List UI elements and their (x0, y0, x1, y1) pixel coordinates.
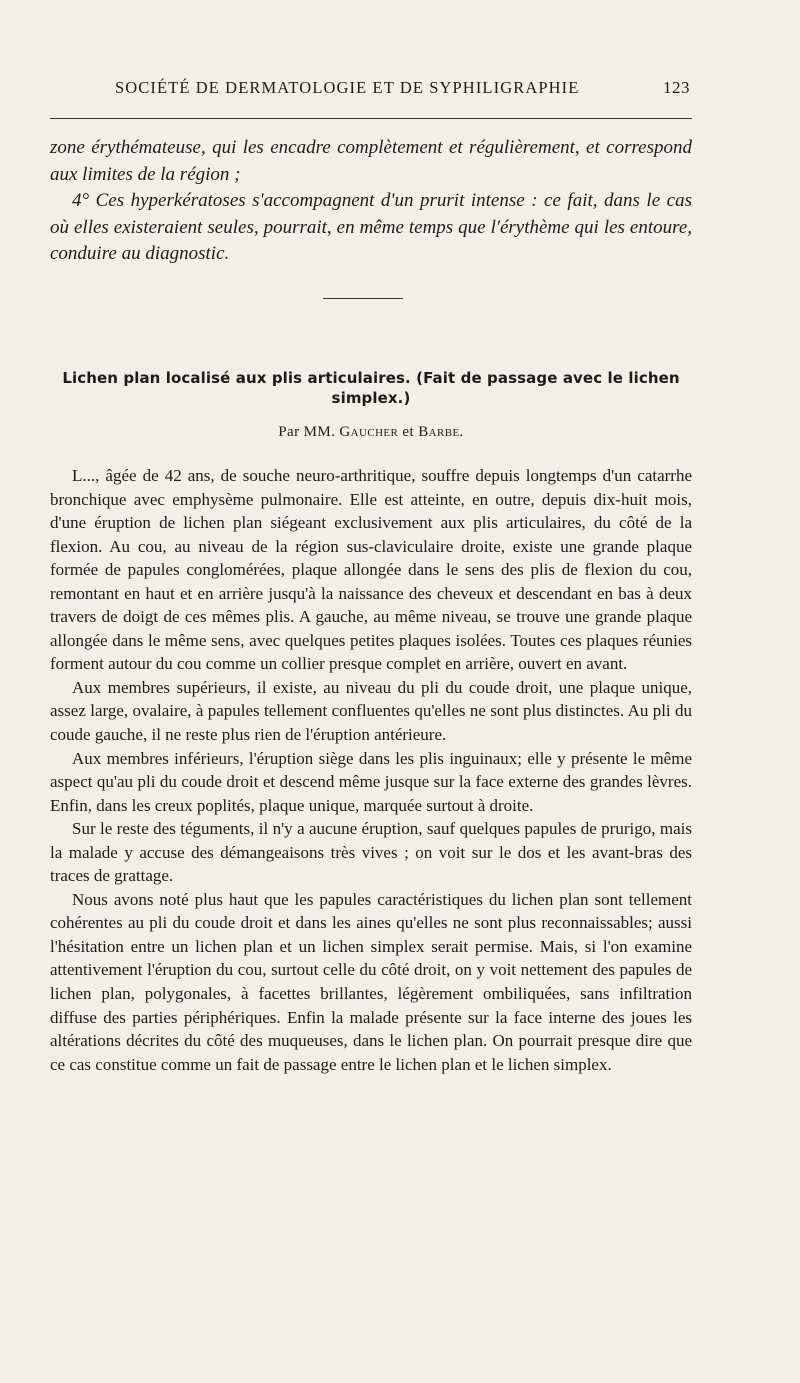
article-body (50, 464, 692, 1076)
body-paragraph: Nous avons noté plus haut que les papules caractéristiques du lichen plan sont tellement cohérentes au pli du coude droit et dans les aines qu'elles ne sont plus reconnaissables; aussi l'hésitation entre un lichen plan et un lichen simplex serait permise. Mais, si l'on examine attentivement l'éruption du cou, surtout celle du côté droit, on y voit nettement des papules de lichen plan, polygonales, à facettes brillantes, légèrement ombiliquées, sans infiltration diffuse des parties périphériques. Enfin la malade présente sur la face interne des joues les altérations décrites du côté des muqueuses, dans le lichen plan. On pourrait presque dire que ce cas constitue comme un fait de passage entre le lichen plan et le lichen simplex. (50, 889, 692, 1074)
body-paragraph: Sur le reste des téguments, il n'y a aucune éruption, sauf quelques papules de prurigo, mais la malade y accuse des démangeaisons très vives ; on voit sur le dos et les avant-bras des traces de grattage. (50, 819, 692, 886)
previous-paragraph: 4° Ces hyperkératoses s'accompagnent d'un prurit intense : ce fait, dans le cas où elles existeraient seules, pourrait, en même temps que l'érythème qui les entoure, conduire au diagnostic. (50, 190, 692, 264)
article-title: Lichen plan localisé aux plis articulaires. (Fait de passage avec le lichen simplex.) (62, 369, 680, 407)
byline-joiner: et (402, 424, 415, 440)
previous-paragraph: zone érythémateuse, qui les encadre complètement et régulièrement, et correspond aux limites de la région ; (50, 137, 692, 185)
section-separator (323, 298, 403, 299)
running-title: SOCIÉTÉ DE DERMATOLOGIE ET DE SYPHILIGRAPHIE (115, 78, 580, 97)
header-rule (50, 118, 692, 119)
author-name: Gaucher (339, 424, 399, 440)
byline-prefix: Par MM. (278, 424, 336, 440)
body-paragraph: Aux membres supérieurs, il existe, au niveau du pli du coude droit, une plaque unique, assez large, ovalaire, à papules tellement confluentes qu'elles ne sont plus distinctes. Au pli du coude gauche, il ne reste plus rien de l'éruption antérieure. (50, 677, 692, 745)
body-paragraph: Aux membres inférieurs, l'éruption siège dans les plis inguinaux; elle y présente le même aspect qu'au pli du coude droit et descend même jusque sur la face externe des grandes lèvres. Enfin, dans les creux poplités, plaque unique, marquée surtout à droite. (50, 748, 692, 815)
author-name: Barbe. (418, 424, 464, 440)
byline (50, 424, 692, 441)
previous-article-ending (50, 135, 692, 268)
page-number: 123 (663, 78, 690, 97)
body-paragraph: L..., âgée de 42 ans, de souche neuro-arthritique, souffre depuis longtemps d'un catarrhe bronchique avec emphysème pulmonaire. Elle est atteinte, en outre, depuis dix-huit mois, d'une éruption de lichen plan siégeant exclusivement aux plis articulaires, du côté de la flexion. Au cou, au niveau de la région sus-claviculaire droite, existe une grande plaque formée de papules conglomérées, plaque allongée dans le sens des plis de flexion du cou, remontant en haut et en arrière jusqu'à la naissance des cheveux et descendant en bas à deux travers de doigt de ces mêmes plis. A gauche, au même niveau, se trouve une grande plaque allongée dans le même sens, avec quelques petites plaques isolées. Toutes ces plaques réunies forment autour du cou comme un collier presque complet en arrière, ouvert en avant. (50, 466, 692, 674)
running-head (50, 78, 690, 102)
